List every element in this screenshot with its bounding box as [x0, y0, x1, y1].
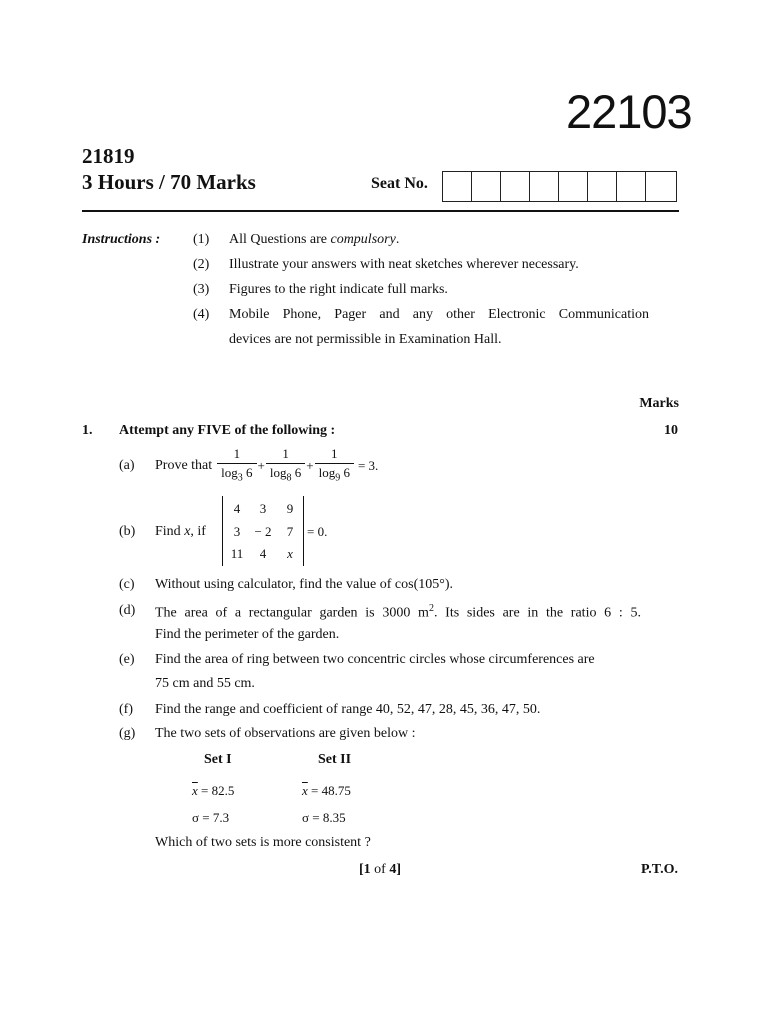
bracket: [: [359, 862, 364, 877]
fraction: [315, 445, 354, 488]
sub-question-f-text: Find the range and coefficient of range 40, 52, 47, 28, 45, 36, 47, 50.: [155, 702, 541, 717]
seat-box[interactable]: [646, 172, 676, 201]
fraction-denominator: [217, 463, 256, 488]
instruction-number: (4): [193, 307, 210, 322]
fraction-denominator: [315, 463, 354, 488]
prove-text: Prove that: [155, 458, 213, 473]
bracket: ]: [396, 862, 402, 877]
matrix-cell: 11: [230, 546, 244, 561]
matrix-cell: 9: [286, 501, 294, 516]
instruction-number: (3): [193, 282, 210, 297]
page-indicator: [359, 862, 401, 878]
matrix-cell: − 2: [254, 524, 272, 539]
sub-question-label: (f): [119, 702, 133, 717]
set-2-sd: [302, 810, 346, 826]
fraction-numerator: 1: [331, 445, 338, 461]
marks-heading: Marks: [639, 396, 679, 411]
log-base: 3: [237, 472, 243, 484]
seat-number-label: Seat No.: [371, 175, 428, 192]
fraction-numerator: 1: [233, 445, 241, 461]
sub-question-label: (d): [119, 603, 136, 618]
page-number: 1: [363, 862, 371, 877]
fraction: [217, 445, 256, 488]
instruction-text: Mobile Phone, Pager and any other Electronic Communication: [229, 307, 649, 322]
set-2-label: Set II: [318, 752, 352, 767]
page-of: of: [370, 862, 390, 877]
sub-question-label: (c): [119, 577, 135, 592]
log-text: log: [221, 464, 238, 480]
please-turn-over: P.T.O.: [641, 862, 678, 877]
sigma-symbol: σ: [302, 810, 310, 825]
find-text: [155, 524, 206, 540]
sub-question-d-line1: [155, 603, 641, 622]
plus-sign: +: [306, 458, 314, 473]
duration-marks: 3 Hours / 70 Marks: [82, 170, 256, 194]
determinant: [222, 496, 304, 566]
sub-question-g-question: Which of two sets is more consistent ?: [155, 835, 371, 850]
log-argument: 6: [291, 464, 302, 480]
sigma-symbol: σ: [192, 810, 200, 825]
seat-box[interactable]: [559, 172, 588, 201]
matrix-cell: 7: [286, 524, 294, 539]
fraction: [266, 445, 305, 488]
superscript: 2: [428, 603, 434, 614]
sub-question-label: (g): [119, 726, 136, 741]
matrix-cell: 3: [233, 524, 241, 539]
log-argument: 6: [242, 464, 253, 480]
page-total: 4: [389, 862, 397, 877]
sub-question-label: (a): [119, 458, 135, 473]
instruction-text-part: All Questions are: [229, 232, 331, 247]
matrix-cell: 4: [259, 546, 267, 561]
sub-question-e-line1: Find the area of ring between two concentric circles whose circumferences are: [155, 652, 595, 667]
sub-question-g-text: The two sets of observations are given below :: [155, 726, 416, 741]
seat-box[interactable]: [443, 172, 472, 201]
instruction-emphasis: compulsory: [330, 232, 396, 247]
mean-symbol: $\overline{x}$: [302, 783, 308, 798]
mean-symbol: $\overline{x}$: [192, 783, 198, 798]
seat-box[interactable]: [530, 172, 559, 201]
instructions-title: Instructions :: [82, 232, 161, 247]
matrix-cell: 4: [233, 501, 241, 516]
find-suffix: , if: [190, 524, 206, 539]
instruction-number: (2): [193, 257, 210, 272]
seat-number-boxes[interactable]: [442, 171, 677, 202]
instruction-text: Illustrate your answers with neat sketches wherever necessary.: [229, 257, 579, 272]
seat-box[interactable]: [472, 172, 501, 201]
paper-code: 22103: [566, 85, 692, 138]
header-divider: [82, 210, 679, 212]
determinant-result: = 0.: [307, 524, 328, 539]
log-base: 9: [335, 472, 341, 484]
set-1-label: Set I: [204, 752, 232, 767]
log-argument: 6: [340, 464, 350, 480]
seat-box[interactable]: [501, 172, 530, 201]
instruction-number: (1): [193, 232, 210, 247]
log-text: log: [269, 464, 287, 480]
seat-box[interactable]: [588, 172, 617, 201]
fraction-numerator: 1: [282, 445, 289, 461]
question-marks: 10: [664, 423, 678, 438]
instruction-text: [229, 232, 399, 248]
fraction-denominator: [266, 463, 305, 488]
sub-question-label: (b): [119, 524, 136, 539]
log-base: 8: [286, 472, 292, 484]
sd-value: = 7.3: [199, 810, 230, 825]
set-1-sd: [192, 810, 229, 826]
set-2-mean: [302, 783, 351, 799]
text-part: . Its sides are in the ratio 6 : 5.: [433, 605, 641, 621]
instruction-text: devices are not permissible in Examination Hall.: [229, 332, 502, 347]
sub-question-c-text: Without using calculator, find the value of cos(105°).: [155, 577, 454, 592]
sub-question-a: [155, 446, 378, 486]
instruction-text-part: .: [395, 232, 400, 247]
seat-box[interactable]: [617, 172, 646, 201]
matrix-cell: x: [287, 546, 293, 561]
mean-value: = 82.5: [197, 783, 235, 798]
sub-question-label: (e): [119, 652, 135, 667]
question-heading: Attempt any FIVE of the following :: [119, 423, 336, 438]
sd-value: = 8.35: [309, 810, 346, 825]
find-prefix: Find: [155, 524, 185, 539]
log-text: log: [318, 464, 336, 480]
sub-question-d-line2: Find the perimeter of the garden.: [155, 627, 340, 642]
mean-value: = 48.75: [307, 783, 351, 798]
question-number: 1.: [82, 423, 93, 438]
set-1-mean: [192, 783, 234, 799]
variable-x: x: [184, 524, 191, 539]
instruction-text: Figures to the right indicate full marks.: [229, 282, 448, 297]
equation-result: = 3.: [357, 458, 379, 473]
plus-sign: +: [257, 458, 265, 473]
matrix-cell: 3: [259, 501, 267, 516]
sub-question-e-line2: 75 cm and 55 cm.: [155, 676, 255, 691]
text-part: The area of a rectangular garden is 3000 m: [155, 605, 429, 621]
subject-code: 21819: [82, 144, 135, 168]
